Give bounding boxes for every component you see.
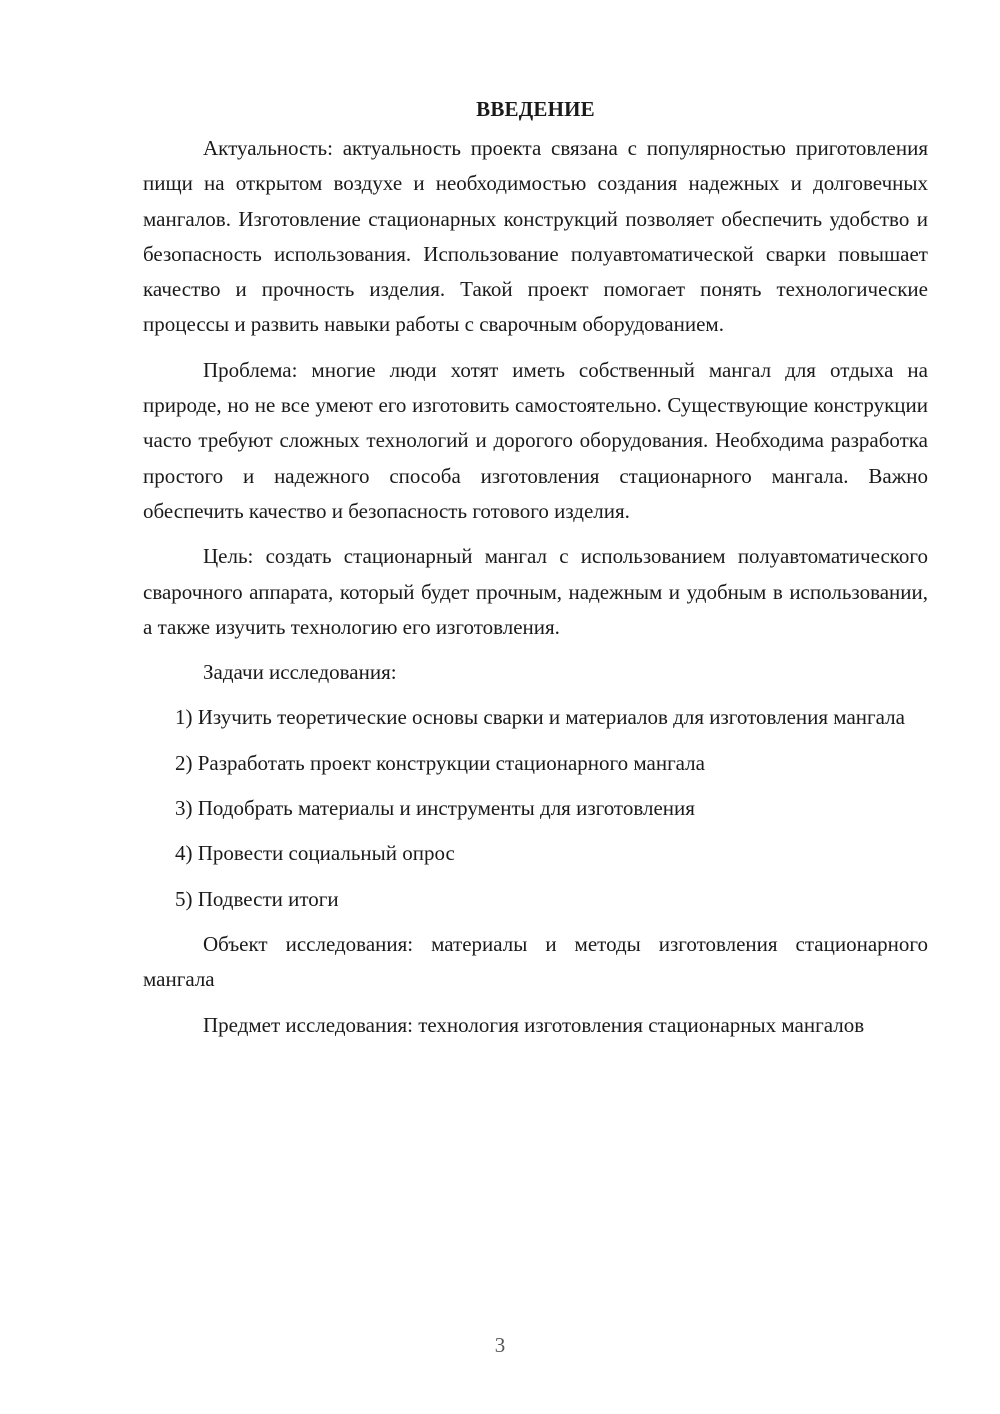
document-page [143,92,928,1043]
paragraph-object: Объект исследования: материалы и методы изготовления стационарного мангала [143,931,928,992]
list-item: 5) Подвести итоги [175,886,339,911]
paragraph-subject: Предмет исследования: технология изготовления стационарных мангалов [203,1012,865,1037]
list-item: 1) Изучить теоретические основы сварки и материалов для изготовления мангала [175,705,905,730]
list-item: 4) Провести социальный опрос [175,841,455,866]
page-number: 3 [494,1333,506,1357]
list-item: 2) Разработать проект конструкции стационарного мангала [175,750,705,775]
paragraph-tasks-heading: Задачи исследования: [203,660,397,685]
paragraph-problem: Проблема: многие люди хотят иметь собственный мангал для отдыха на природе, но не все умеют его изготовить самостоятельно. Существующие конструкции часто требуют сложных технологий и дорогого оборудования. Необходима разработка простого и надежного способа изготовления стационарного мангала. Важно обеспечить качество и безопасность готового изделия. [143,357,928,523]
section-title: ВВЕДЕНИЕ [476,97,595,121]
list-item: 3) Подобрать материалы и инструменты для изготовления [175,796,695,821]
paragraph-relevance: Актуальность: актуальность проекта связана с популярностью приготовления пищи на открытом воздухе и необходимостью создания надежных и долговечных мангалов. Изготовление стационарных конструкций позволяет обеспечить удобство и безопасность использования. Использование полуавтоматической сварки повышает качество и прочность изделия. Такой проект помогает понять технологические процессы и развить навыки работы с сварочным оборудованием. [143,136,928,337]
tasks-list [143,700,928,916]
paragraph-goal: Цель: создать стационарный мангал с использованием полуавтоматического сварочного аппарата, который будет прочным, надежным и удобным в использовании, а также изучить технологию его изготовления. [143,544,928,639]
